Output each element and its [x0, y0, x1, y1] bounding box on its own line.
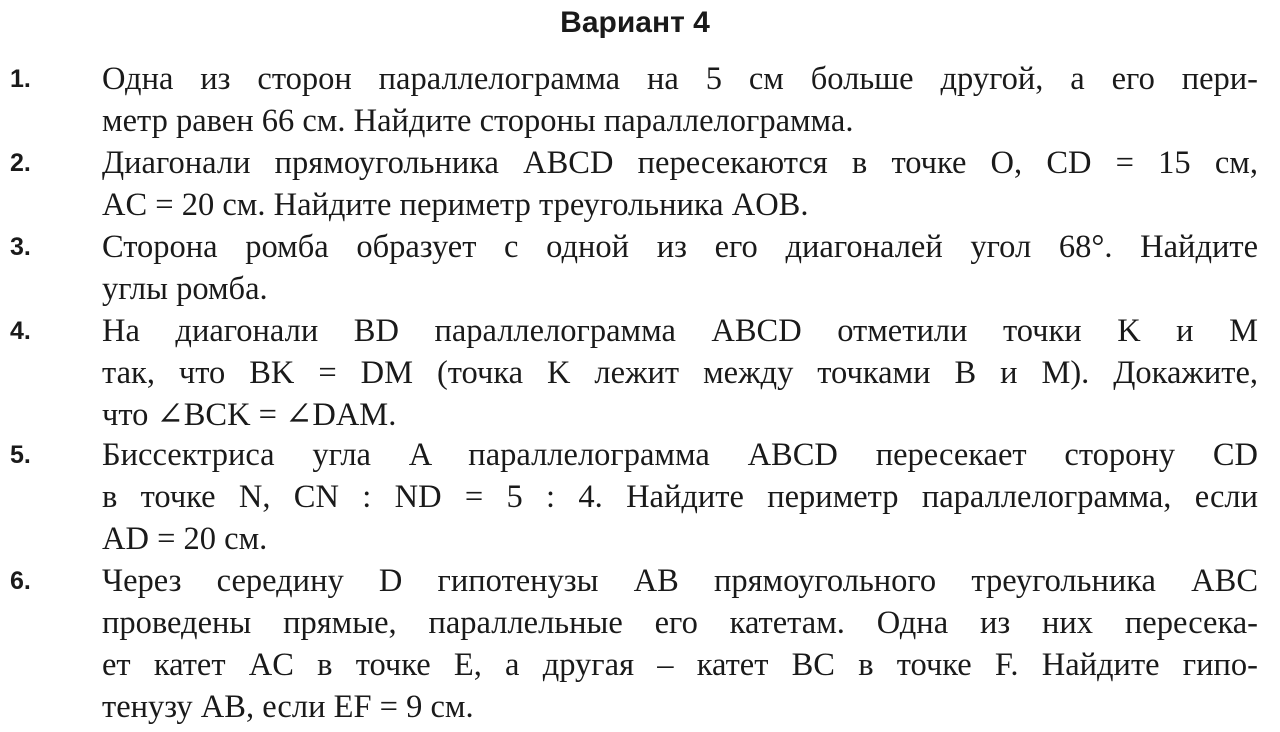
problem-number: 5.: [10, 441, 31, 469]
problem-line: Сторона ромба образует с одной из его диагоналей угол 68°. Найдите: [102, 229, 1258, 265]
problem-number: 6.: [10, 567, 31, 595]
problem-line: в точке N, CN : ND = 5 : 4. Найдите периметр параллелограмма, если: [102, 479, 1258, 515]
problem-text: [102, 434, 1258, 560]
problem-number: 4.: [10, 317, 31, 345]
page-title: Вариант 4: [560, 6, 710, 39]
problem-line: тенузу AB, если EF = 9 см.: [102, 689, 474, 725]
problem-line: ет катет AC в точке E, а другая – катет BC в точке F. Найдите гипо-: [102, 647, 1258, 683]
problem-text: [102, 226, 1258, 310]
problem-line: Одна из сторон параллелограмма на 5 см больше другой, а его пери-: [102, 61, 1258, 97]
problem-line: На диагонали BD параллелограмма ABCD отметили точки K и M: [102, 313, 1258, 349]
problem-line: углы ромба.: [102, 271, 268, 307]
problem-line: метр равен 66 см. Найдите стороны параллелограмма.: [102, 103, 854, 139]
problem-text: [102, 560, 1258, 728]
problem-line: AD = 20 см.: [102, 521, 268, 557]
problem-number: 1.: [10, 65, 31, 93]
problem-line: Диагонали прямоугольника ABCD пересекаются в точке O, CD = 15 см,: [102, 145, 1258, 181]
problem-text: [102, 58, 1258, 142]
problem-line: Через середину D гипотенузы AB прямоугольного треугольника ABC: [102, 563, 1258, 599]
problem-line: AC = 20 см. Найдите периметр треугольника AOB.: [102, 187, 809, 223]
problem-line: что ∠BCK = ∠DAM.: [102, 397, 397, 433]
problem-line: так, что BK = DM (точка K лежит между точками B и M). Докажите,: [102, 355, 1258, 391]
problem-text: [102, 310, 1258, 436]
problem-line: проведены прямые, параллельные его катетам. Одна из них пересека-: [102, 605, 1258, 641]
problem-line: Биссектриса угла A параллелограмма ABCD пересекает сторону CD: [102, 437, 1258, 473]
problem-text: [102, 142, 1258, 226]
problem-number: 3.: [10, 233, 31, 261]
problem-number: 2.: [10, 149, 31, 177]
